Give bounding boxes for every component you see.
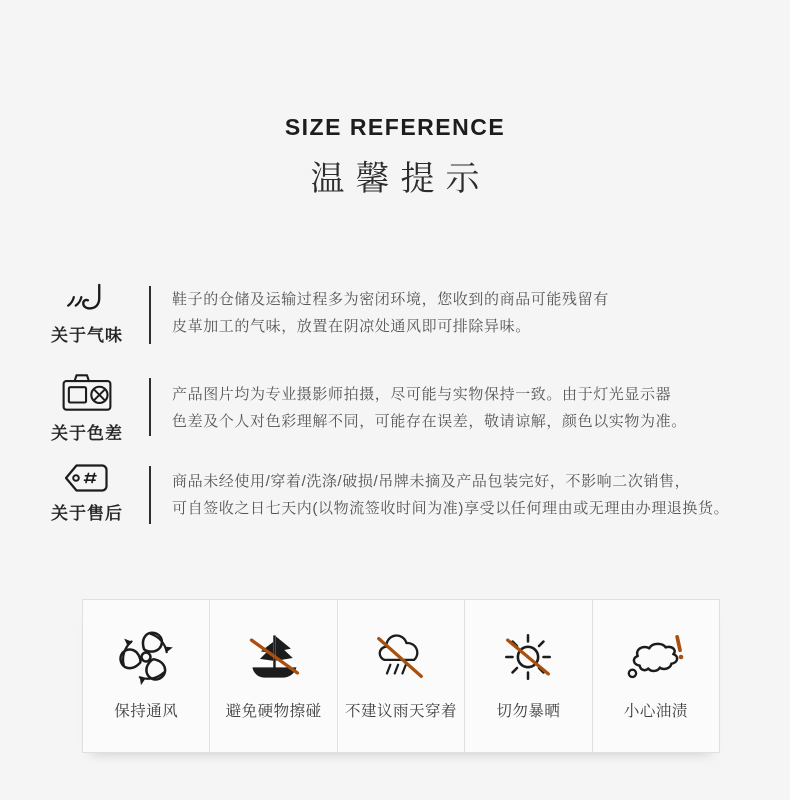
tip-divider (149, 466, 151, 524)
care-label-no-sun: 切勿暴晒 (496, 703, 561, 720)
tip-color-text (172, 381, 766, 435)
color-difference-camera-icon (60, 371, 114, 413)
care-cell-ventilation (83, 600, 210, 752)
tip-color-line2: 色差及个人对色彩理解不同，可能存在误差，敬请谅解，颜色以实物为准。 (172, 413, 687, 430)
no-sunlight-sun-icon (500, 624, 556, 690)
tip-divider (149, 286, 151, 344)
tip-smell-line2: 皮革加工的气味，放置在阴凉处通风即可排除异味。 (172, 318, 531, 335)
care-cell-no-rain (338, 600, 465, 752)
tip-after-sale-line1: 商品未经使用/穿着/洗涤/破损/吊牌未摘及产品包装完好，不影响二次销售， (172, 473, 691, 490)
tip-smell-text (172, 286, 766, 340)
care-label-no-hard-object: 避免硬物擦碰 (225, 703, 322, 720)
tip-color-line1: 产品图片均为专业摄影师拍摄，尽可能与实物保持一致。由于灯光显示器 (172, 386, 672, 403)
tip-after-sale-left (12, 459, 162, 524)
care-label-ventilation: 保持通风 (114, 703, 179, 720)
care-cell-oil-stain (593, 600, 719, 752)
tip-row-color-difference (0, 371, 790, 443)
tip-after-sale-text (172, 468, 766, 522)
tip-row-smell (0, 279, 790, 345)
care-label-oil-stain: 小心油渍 (623, 703, 688, 720)
care-label-no-rain: 不建议雨天穿着 (345, 703, 458, 720)
smell-icon (62, 279, 112, 315)
care-cell-no-sun (465, 600, 592, 752)
tip-after-sale-label: 关于售后 (51, 504, 123, 523)
page-title-zh: 温馨提示 (310, 160, 491, 198)
after-sale-tag-icon (64, 459, 110, 493)
care-instructions-card (82, 599, 720, 753)
page-title-en: SIZE REFERENCE (284, 114, 506, 140)
tip-color-label: 关于色差 (51, 424, 123, 443)
tip-smell-line1: 鞋子的仓储及运输过程多为密闭环境，您收到的商品可能残留有 (172, 291, 609, 308)
tip-after-sale-line2: 可自签收之日七天内(以物流签收时间为准)享受以任何理由或无理由办理退换货。 (172, 500, 730, 517)
tip-smell-left (12, 279, 162, 346)
no-hard-object-boat-icon (244, 624, 304, 690)
care-cell-no-hard-object (210, 600, 337, 752)
oil-stain-icon (624, 624, 688, 690)
tip-divider (149, 378, 151, 436)
tip-smell-label: 关于气味 (51, 326, 123, 345)
tip-color-left (12, 371, 162, 444)
tip-row-after-sale (0, 459, 790, 525)
no-rain-cloud-icon (372, 624, 430, 690)
ventilation-fan-icon (115, 624, 177, 690)
